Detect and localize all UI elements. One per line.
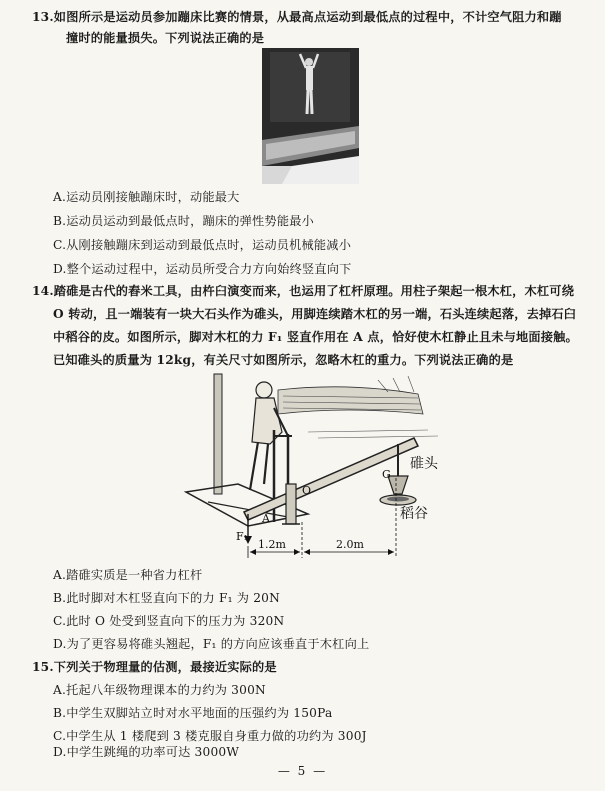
label-F1: F₁ <box>236 530 249 543</box>
label-grain: 稻谷 <box>400 506 428 522</box>
q14-stem-line1: 14.踏碓是古代的舂米工具，由杵臼演变而来，也运用了杠杆原理。用柱子架起一根木杠，木杠可绕 <box>32 284 575 298</box>
q14-option-d: D.为了更容易将碓头翘起，F₁ 的方向应该垂直于木杠向上 <box>53 637 370 651</box>
q14-stem-line4: 已知碓头的质量为 12kg，有关尺寸如图所示，忽略木杠的重力。下列说法正确的是 <box>53 353 514 367</box>
label-G: G <box>382 468 391 481</box>
q14-stem-line3: 中稻谷的皮。如图所示，脚对木杠的力 F₁ 竖直作用在 A 点，恰好使木杠静止且未与地面接触。 <box>53 330 578 344</box>
page-number: — 5 — <box>277 764 328 778</box>
q15-option-c: C.中学生从 1 楼爬到 3 楼克服自身重力做的功约为 300J <box>53 729 367 743</box>
pedal-pestle-diagram <box>178 372 458 562</box>
q13-option-b: B.运动员运动到最低点时，蹦床的弹性势能最小 <box>53 214 314 228</box>
q13-stem-line2: 撞时的能量损失。下列说法正确的是 <box>66 31 265 45</box>
q14-option-a: A.踏碓实质是一种省力杠杆 <box>53 568 203 582</box>
q15-option-d: D.中学生跳绳的功率可达 3000W <box>53 745 240 759</box>
q13-stem-line1: 13.如图所示是运动员参加蹦床比赛的情景，从最高点运动到最低点的过程中，不计空气阻力和蹦 <box>32 10 562 24</box>
q13-option-a: A.运动员刚接触蹦床时，动能最大 <box>53 190 240 204</box>
dimension-left: 1.2m <box>258 538 286 551</box>
q13-option-c: C.从刚接触蹦床到运动到最低点时，运动员机械能减小 <box>53 238 352 252</box>
label-O: O <box>302 484 312 497</box>
pedal-pestle-figure <box>178 372 458 562</box>
q13-option-d: D.整个运动过程中，运动员所受合力方向始终竖直向下 <box>53 262 352 276</box>
trampoline-photo <box>262 48 359 184</box>
label-pestle-head: 碓头 <box>410 456 438 472</box>
q14-option-b: B.此时脚对木杠竖直向下的力 F₁ 为 20N <box>53 591 281 605</box>
q15-option-b: B.中学生双脚站立时对水平地面的压强约为 150Pa <box>53 706 333 720</box>
q14-option-c: C.此时 O 处受到竖直向下的压力为 320N <box>53 614 285 628</box>
q14-stem-line2: O 转动，且一端装有一块大石头作为碓头，用脚连续踏木杠的另一端，石头连续起落，去掉石臼 <box>53 307 577 321</box>
label-A: A <box>262 512 270 525</box>
q15-option-a: A.托起八年级物理课本的力约为 300N <box>53 683 266 697</box>
q15-stem: 15.下列关于物理量的估测，最接近实际的是 <box>32 660 277 674</box>
dimension-right: 2.0m <box>336 538 364 551</box>
trampoline-photo-graphic <box>262 48 359 184</box>
